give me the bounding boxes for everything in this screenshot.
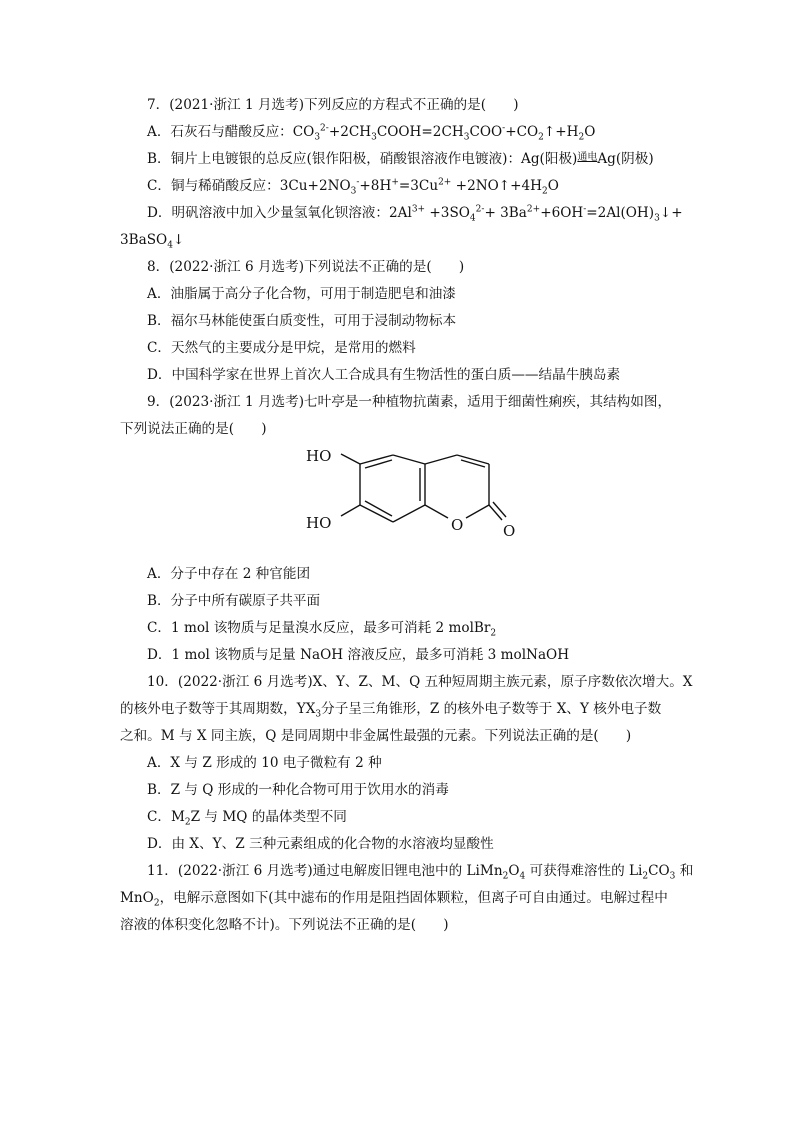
molecule-bonds	[341, 454, 506, 522]
q9-option-a: A．分子中存在 2 种官能团	[147, 566, 311, 582]
q11-stem-cont2: 溶液的体积变化忽略不计)。下列说法不正确的是( )	[120, 917, 449, 933]
q10-option-b: B．Z 与 Q 形成的一种化合物可用于饮用水的消毒	[147, 782, 449, 798]
q9-option-b: B．分子中所有碳原子共平面	[147, 593, 321, 609]
q11-stem: 11．(2022·浙江 6 月选考)通过电解废旧锂电池中的 $LiMn_2O_4$ 可获得难溶性的 $Li_2CO_3$ 和	[147, 863, 694, 882]
ho-label-bottom: HO	[306, 514, 332, 532]
q7-stem: 7．(2021·浙江 1 月选考)下列反应的方程式不正确的是( )	[147, 97, 519, 113]
q7-option-d-cont: 3BaSO$_4$↓	[120, 232, 185, 251]
q10-option-d: D．由 X、Y、Z 三种元素组成的化合物的水溶液均显酸性	[147, 836, 494, 852]
q7-option-d: D．明矾溶液中加入少量氢氧化钡溶液：$2Al^{3+} +3SO_4^{2-}+$ $3Ba^{2+}+6OH^-=2Al(OH)_3↓+$	[147, 204, 683, 224]
carbonyl-oxygen-label: O	[503, 522, 516, 540]
q8-option-c: C．天然气的主要成分是甲烷，是常用的燃料	[147, 340, 416, 356]
q10-option-c: C．$M_2Z$ 与 MQ 的晶体类型不同	[147, 809, 347, 828]
ho-label-top: HO	[306, 450, 332, 465]
q7-option-b: B．铜片上电镀银的总反应(银作阳极，硝酸银溶液作电镀液)：Ag(阳极)$^{通电}$Ag(阴极)	[147, 151, 654, 167]
q8-option-b: B．福尔马林能使蛋白质变性，可用于浸制动物标本	[147, 313, 457, 329]
q10-option-a: A．X 与 Z 形成的 10 电子微粒有 2 种	[147, 755, 382, 771]
q11-stem-cont1: MnO$_2$，电解示意图如下(其中滤布的作用是阻挡固体颗粒，但离子可自由通过。电解过程中	[120, 890, 668, 909]
q7-option-c: C．铜与稀硝酸反应：$3Cu+2NO_3^-+8H^+=3Cu^{2+}$ $+2NO↑+4H_2O$	[147, 177, 559, 197]
q8-option-d: D．中国科学家在世界上首次人工合成具有生物活性的蛋白质——结晶牛胰岛素	[147, 367, 621, 383]
q8-stem: 8．(2022·浙江 6 月选考)下列说法不正确的是( )	[147, 259, 465, 275]
q10-stem: 10．(2022·浙江 6 月选考)X、Y、Z、M、Q 五种短周期主族元素，原子序数依次增大。X	[147, 674, 693, 690]
q8-option-a: A．油脂属于高分子化合物，可用于制造肥皂和油漆	[147, 286, 456, 302]
esculetin-structure	[306, 450, 526, 550]
q9-stem: 9．(2023·浙江 1 月选考)七叶亭是一种植物抗菌素，适用于细菌性痢疾，其结构如图，	[147, 394, 672, 410]
q9-stem-cont: 下列说法正确的是( )	[120, 421, 267, 437]
ring-oxygen-label: O	[451, 516, 464, 534]
q9-option-c: C．1 mol 该物质与足量溴水反应，最多可消耗 2 molBr$_2$	[147, 620, 497, 639]
q7-option-a: A．石灰石与醋酸反应：$CO_3^{2-}+2CH_3COOH=2CH_3COO^-+CO_2↑+H_2O$	[147, 123, 596, 143]
q10-stem-cont1: 的核外电子数等于其周期数，$YX_3$分子呈三角锥形，Z 的核外电子数等于 X、Y 核外电子数	[120, 701, 662, 720]
q10-stem-cont2: 之和。M 与 X 同主族，Q 是同周期中非金属性最强的元素。下列说法正确的是( )	[120, 728, 632, 744]
q9-option-d: D．1 mol 该物质与足量 NaOH 溶液反应，最多可消耗 3 molNaOH	[147, 647, 570, 663]
